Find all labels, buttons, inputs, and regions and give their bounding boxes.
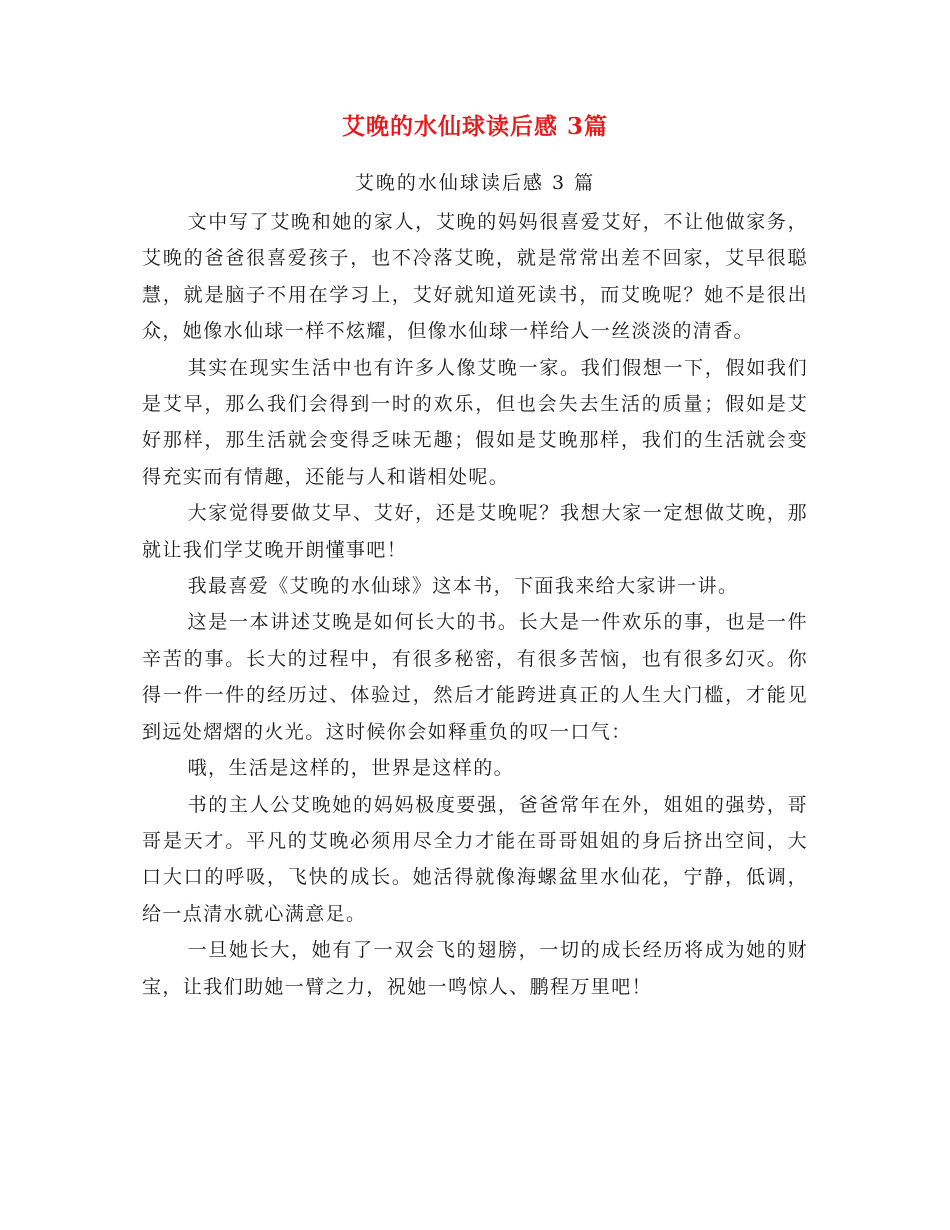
paragraph: 其实在现实生活中也有许多人像艾晚一家。我们假想一下，假如我们是艾早，那么我们会得到一时的欢乐，但也会失去生活的质量；假如是艾好那样，那生活就会变得乏味无趣；假如是艾晚那样，我们的生活就会变得充实而有情趣，还能与人和谐相处呢。 xyxy=(142,356,808,488)
paragraph: 我最喜爱《艾晚的水仙球》这本书，下面我来给大家讲一讲。 xyxy=(187,575,739,598)
paragraph: 书的主人公艾晚她的妈妈极度要强，爸爸常年在外，姐姐的强势，哥哥是天才。平凡的艾晚必须用尽全力才能在哥哥姐姐的身后挤出空间，大口大口的呼吸，飞快的成长。她活得就像海螺盆里水仙花，宁静，低调，给一点清水就心满意足。 xyxy=(142,793,808,925)
paragraph: 一旦她长大，她有了一双会飞的翅膀，一切的成长经历将成为她的财宝，让我们助她一臂之力，祝她一鸣惊人、鹏程万里吧！ xyxy=(142,939,808,998)
paragraph: 哦，生活是这样的，世界是这样的。 xyxy=(187,757,514,780)
document-subtitle: 艾晚的水仙球读后感 3 篇 xyxy=(354,172,596,194)
paragraph: 文中写了艾晚和她的家人，艾晚的妈妈很喜爱艾好，不让他做家务，艾晚的爸爸很喜爱孩子，也不冷落艾晚，就是常常出差不回家，艾早很聪慧，就是脑子不用在学习上，艾好就知道死读书，而艾晚呢？她不是很出众，她像水仙球一样不炫耀，但像水仙球一样给人一丝淡淡的清香。 xyxy=(142,211,808,343)
paragraph: 大家觉得要做艾早、艾好，还是艾晚呢？我想大家一定想做艾晚，那就让我们学艾晚开朗懂事吧！ xyxy=(142,502,808,561)
document-title: 艾晚的水仙球读后感 3篇 xyxy=(341,113,608,140)
document-body xyxy=(142,204,808,1005)
paragraph: 这是一本讲述艾晚是如何长大的书。长大是一件欢乐的事，也是一件辛苦的事。长大的过程中，有很多秘密，有很多苦恼，也有很多幻灭。你得一件一件的经历过、体验过，然后才能跨进真正的人生大门槛，才能见到远处熠熠的火光。这时候你会如释重负的叹一口气： xyxy=(142,611,808,743)
